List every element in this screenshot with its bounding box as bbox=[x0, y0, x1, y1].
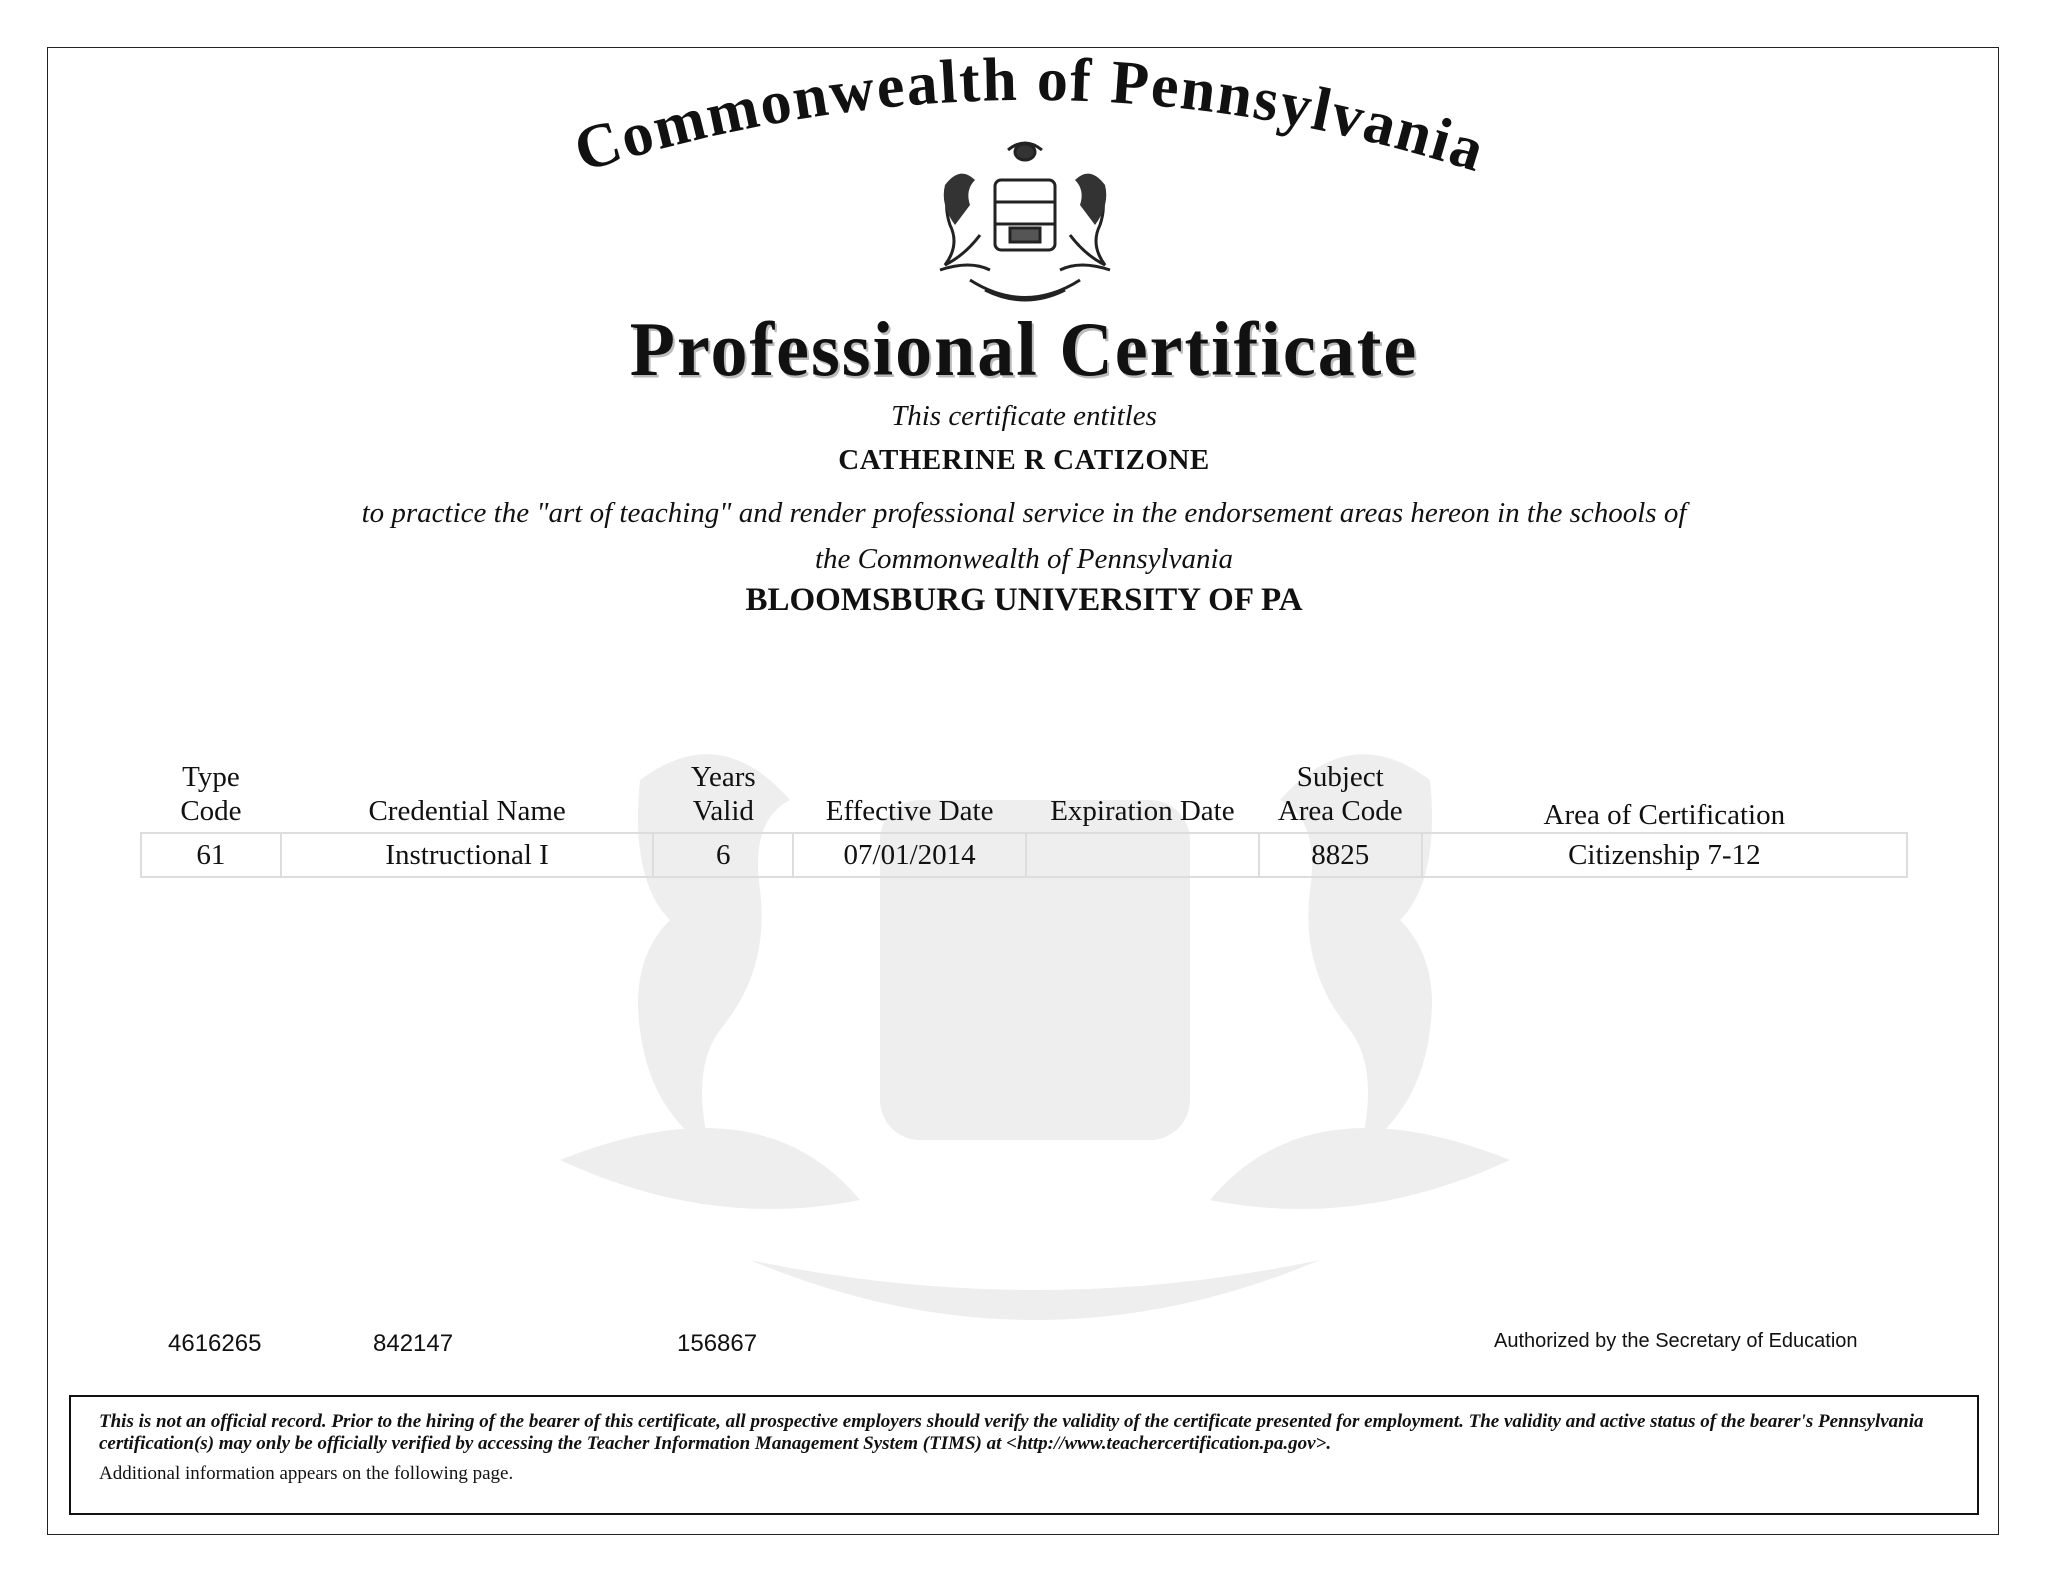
col-credential-name: Credential Name bbox=[368, 795, 566, 827]
institution-name: BLOOMSBURG UNIVERSITY OF PA bbox=[745, 582, 1303, 618]
commonwealth-text: Commonwealth of Pennsylvania bbox=[566, 45, 1494, 186]
cell-type-code: 61 bbox=[141, 833, 281, 877]
cell-credential-name: Instructional I bbox=[281, 833, 654, 877]
cell-years-valid: 6 bbox=[653, 833, 793, 877]
practice-line-1: to practice the "art of teaching" and render professional service in the endorsement areas hereon in the schools of bbox=[361, 497, 1687, 529]
col-area-of-certification: Area of Certification bbox=[1543, 799, 1786, 831]
table-row bbox=[141, 833, 1907, 877]
col-type-code: Type Code bbox=[180, 761, 242, 827]
additional-info-text: Additional information appears on the following page. bbox=[99, 1463, 514, 1484]
entitles-text: This certificate entitles bbox=[891, 400, 1157, 432]
disclaimer-text: This is not an official record. Prior to the hiring of the bearer of this certificate, all prospective employers should verify the validity of the certificate presented for employment. The validity and active status of the bearer's Pennsylvania certification(s) may only be officially verified by accessing the Teacher Information Management System (TIMS) at <http://www.teachercertification.pa.gov>. bbox=[99, 1411, 1924, 1454]
practice-statement bbox=[0, 490, 2048, 582]
cell-effective-date: 07/01/2014 bbox=[793, 833, 1026, 877]
col-years-valid: Years Valid bbox=[690, 761, 756, 827]
table-header-row bbox=[141, 760, 1907, 833]
col-subject-area-code: Subject Area Code bbox=[1277, 761, 1403, 827]
certificate-title: Professional Certificate bbox=[629, 306, 1419, 394]
col-expiration-date: Expiration Date bbox=[1050, 795, 1235, 827]
col-effective-date: Effective Date bbox=[825, 795, 994, 827]
practice-line-2: the Commonwealth of Pennsylvania bbox=[814, 543, 1234, 575]
authorized-text: Authorized by the Secretary of Education bbox=[1494, 1330, 1858, 1352]
credential-table bbox=[140, 760, 1908, 878]
cell-expiration-date bbox=[1026, 833, 1259, 877]
holder-name: CATHERINE R CATIZONE bbox=[838, 444, 1210, 476]
disclaimer-box bbox=[69, 1395, 1979, 1515]
certificate-number-2: 842147 bbox=[373, 1330, 454, 1357]
cell-area-of-certification: Citizenship 7-12 bbox=[1422, 833, 1907, 877]
pennsylvania-seal-icon bbox=[900, 140, 1150, 310]
cell-subject-area-code: 8825 bbox=[1259, 833, 1422, 877]
certificate-number-3: 156867 bbox=[677, 1330, 758, 1357]
certificate-number-1: 4616265 bbox=[168, 1330, 262, 1357]
